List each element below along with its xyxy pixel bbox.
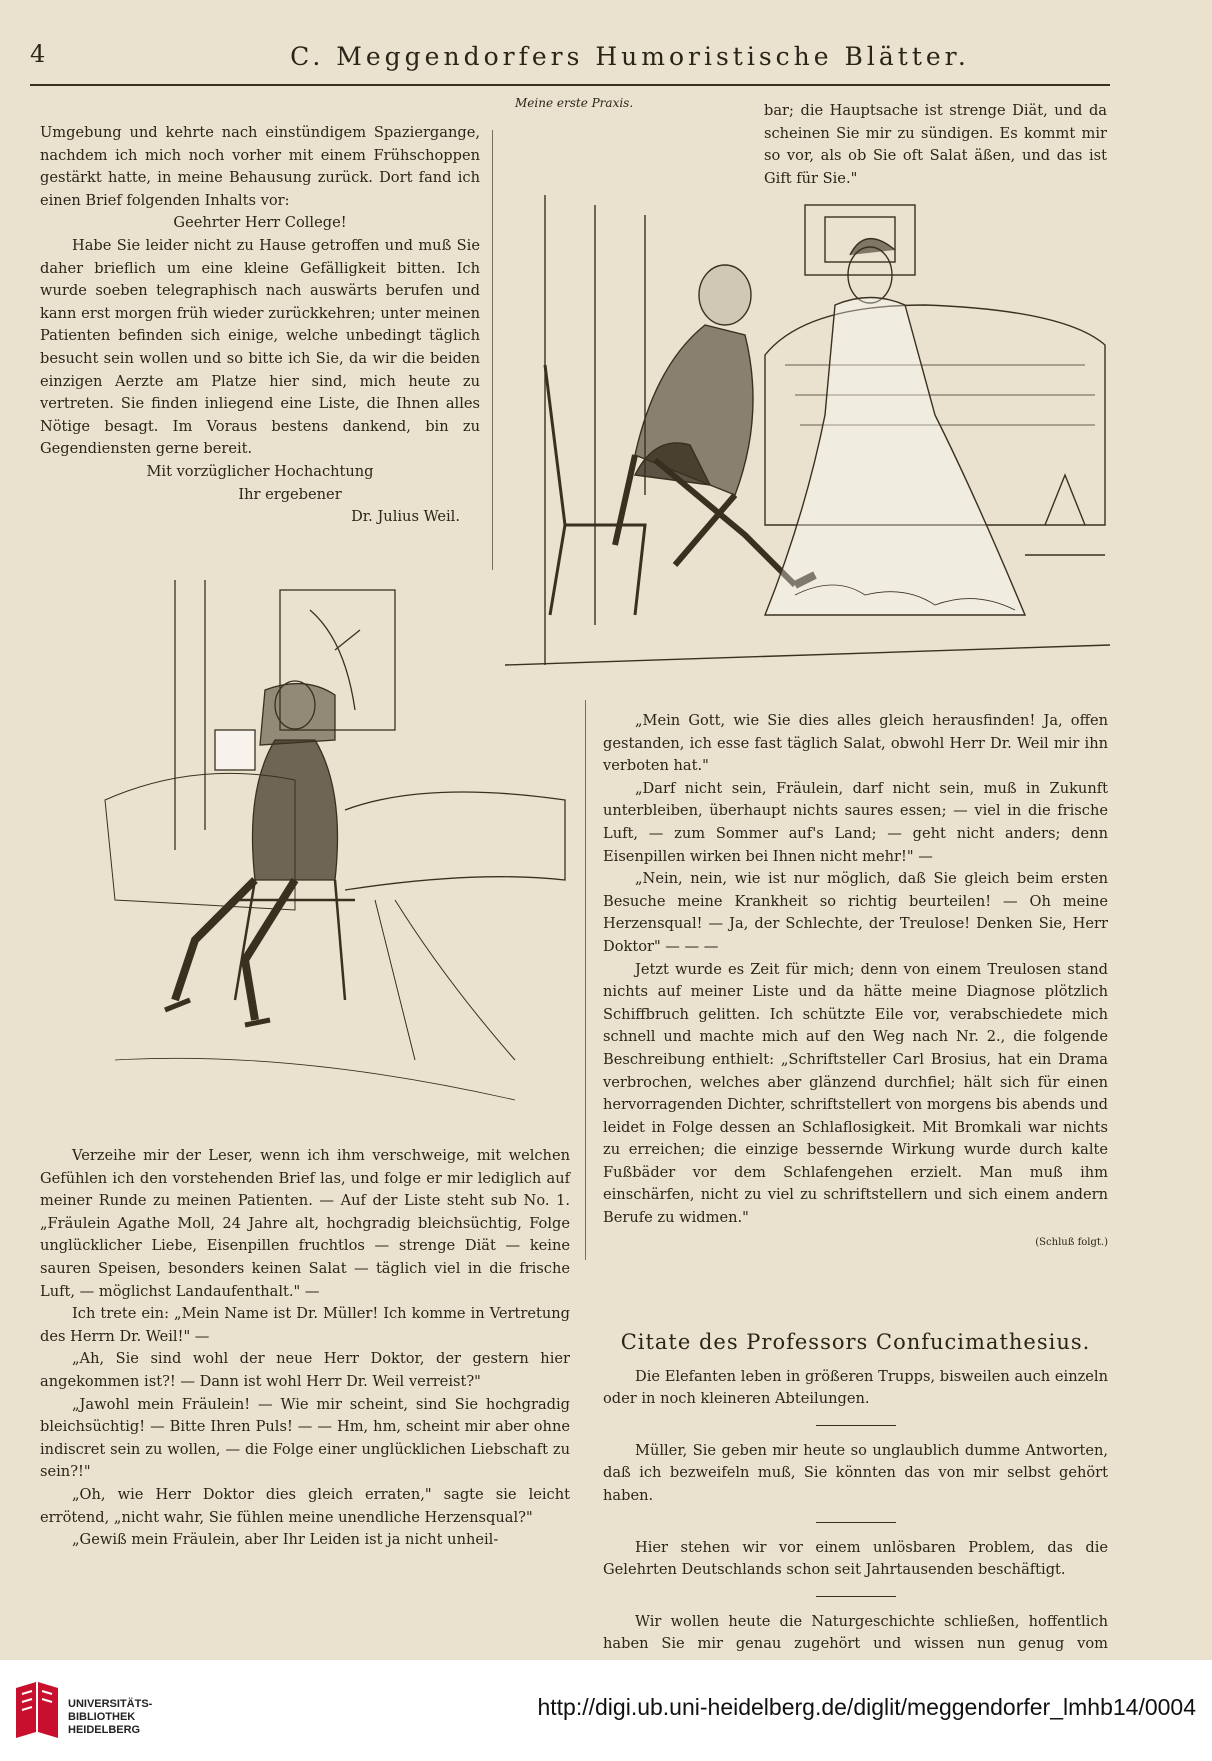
- separator: [816, 1596, 896, 1597]
- quote: Müller, Sie geben mir heute so unglaublich dumme Antworten, daß ich bezweifeln muß, Sie könnten das von mir selbst gehört haben.: [603, 1441, 1108, 1504]
- paragraph: „Jawohl mein Fräulein! — Wie mir scheint, sind Sie hochgradig bleichsüchtig! — Bitte Ihren Puls! — — Hm, hm, scheint mir aber ohne indiscret sein zu wollen, — die Folge einer unglücklichen Liebschaft zu sein?!": [40, 1395, 570, 1481]
- continued-note-text: (Schluß folgt.): [1035, 1236, 1108, 1248]
- continued-note: [603, 1230, 1108, 1255]
- quote: Hier stehen wir vor einem unlösbaren Problem, das die Gelehrten Deutschlands schon seit Jahrtausenden beschäftigt.: [603, 1538, 1108, 1579]
- magazine-title: C. Meggendorfers Humoristische Blätter.: [290, 42, 970, 71]
- page-number: 4: [30, 40, 46, 68]
- paragraph: „Ah, Sie sind wohl der neue Herr Doktor, der gestern hier angekommen ist?! — Dann ist wohl Herr Dr. Weil verreist?": [40, 1350, 570, 1390]
- illustration-doctor-and-patient: [505, 195, 1110, 700]
- column-rule: [492, 130, 493, 570]
- university-library-logo-icon[interactable]: [12, 1682, 62, 1738]
- right-column-bottom: [603, 1325, 1108, 1679]
- quote: Die Elefanten leben in größeren Trupps, bisweilen auch einzeln oder in noch kleineren Abteilungen.: [603, 1367, 1108, 1408]
- paragraph: bar; die Hauptsache ist strenge Diät, und da scheinen Sie mir zu sündigen. Es kommt mir so vor, als ob Sie oft Salat äßen, und das ist Gift für Sie.": [764, 102, 1107, 187]
- left-column-top: [40, 122, 480, 529]
- column-rule: [585, 700, 586, 1260]
- quote: Wir wollen heute die Naturgeschichte schließen, hoffentlich haben Sie mir genau zugehört und wissen nun genug vom: [603, 1612, 1108, 1653]
- paragraph: Ich trete ein: „Mein Name ist Dr. Müller! Ich komme in Vertretung des Herrn Dr. Weil!" —: [40, 1305, 570, 1345]
- library-name: UNIVERSITÄTS- BIBLIOTHEK HEIDELBERG: [68, 1698, 153, 1736]
- illustration-caption: Meine erste Praxis.: [515, 96, 634, 110]
- paragraph: „Nein, nein, wie ist nur möglich, daß Sie gleich beim ersten Besuche meine Krankheit so richtig beurteilen! — Oh meine Herzensqual! — Ja, der Schlechte, der Treulose! Denken Sie, Herr Doktor" — — —: [603, 870, 1108, 955]
- footer-bar: [0, 1660, 1212, 1761]
- letter-body: Habe Sie leider nicht zu Hause getroffen und muß Sie daher brieflich um eine kleine Gefälligkeit bitten. Ich wurde soeben telegraphisch nach auswärts berufen und kann erst morgen früh wieder zurückkehren; unter meinen Patienten befinden sich einige, welche unbedingt täglich besucht sein wollen und so bitte ich Sie, da wir die beiden einzigen Aerzte am Platze hier sind, mich heute zu vertreten. Sie finden inliegend eine Liste, die Ihnen alles Nötige besagt. Im Voraus bestens dankend, bin zu Gegendiensten gerne bereit.: [40, 236, 480, 458]
- paragraph: „Darf nicht sein, Fräulein, darf nicht sein, muß in Zukunft unterbleiben, überhaupt nichts saures essen; — viel in die frische Luft, — zum Sommer auf's Land; — geht nicht anders; denn Eisenpillen wirken bei Ihnen nicht mehr!" —: [603, 779, 1108, 865]
- paragraph: Verzeihe mir der Leser, wenn ich ihm verschweige, mit welchen Gefühlen ich den vorstehenden Brief las, und folge er mir lediglich auf meiner Runde zu meinen Patienten. — Auf der Liste steht sub No. 1. „Fräulein Agathe Moll, 24 Jahre alt, hochgradig bleichsüchtig, Folge unglücklicher Liebe, Eisenpillen fruchtlos — strenge Diät — keine sauren Speisen, besonders keinen Salat — täglich viel in die frische Luft, — möglichst Landaufenthalt." —: [40, 1147, 570, 1300]
- right-column-middle: [603, 710, 1108, 1254]
- right-column-top: [764, 100, 1107, 190]
- paragraph: Jetzt wurde es Zeit für mich; denn von einem Treulosen stand nichts auf meiner Liste und da hätte meine Diagnose plötzlich Schiffbruch gelitten. Ich schützte Eile vor, verabschiedete mich schnell und machte mich auf den Weg nach Nr. 2., die folgende Beschreibung enthielt: „Schriftsteller Carl Brosius, hat ein Drama verbrochen, welches aber glänzend durchfiel; hält sich für einen hervorragenden Dichter, schriftstellert von morgens bis abends und leidet in Folge dessen an Schlaflosigkeit. Mit Bromkali war nichts zu erreichen; die einzige bessernde Wirkung wurde durch kalte Fußbäder vor dem Schlafengehen erzielt. Man muß ihm einschärfen, nicht zu viel zu schriftstellern und sich einem andern Berufe zu widmen.": [603, 960, 1108, 1227]
- separator: [816, 1425, 896, 1426]
- letter-signature: Dr. Julius Weil.: [351, 508, 460, 526]
- left-column-bottom: [40, 1145, 570, 1552]
- header-rule: [30, 84, 1110, 86]
- paragraph: „Oh, wie Herr Doktor dies gleich erraten," sagte sie leicht errötend, „nicht wahr, Sie fühlen meine unendliche Herzensqual?": [40, 1485, 570, 1526]
- permalink-url[interactable]: http://digi.ub.uni-heidelberg.de/diglit/meggendorfer_lmhb14/0004: [537, 1694, 1196, 1720]
- paragraph: „Mein Gott, wie Sie dies alles gleich herausfinden! Ja, offen gestanden, ich esse fast täglich Salat, obwohl Herr Dr. Weil mir ihn verboten hat.": [603, 712, 1108, 775]
- separator: [816, 1522, 896, 1523]
- letter-closing-2: Ihr ergebener: [238, 485, 342, 503]
- paragraph: „Gewiß mein Fräulein, aber Ihr Leiden ist ja nicht unheil-: [72, 1531, 499, 1549]
- paragraph: Umgebung und kehrte nach einstündigem Spaziergange, nachdem ich mich noch vorher mit einem Frühschoppen gestärkt hatte, in meine Behausung zurück. Dort fand ich einen Brief folgenden Inhalts vor:: [40, 124, 480, 209]
- letter-salutation: Geehrter Herr College!: [173, 214, 347, 232]
- illustration-man-reading: [95, 580, 580, 1125]
- section-title: Citate des Professors Confucimathesius.: [620, 1330, 1091, 1354]
- letter-closing: Mit vorzüglicher Hochachtung: [146, 462, 374, 480]
